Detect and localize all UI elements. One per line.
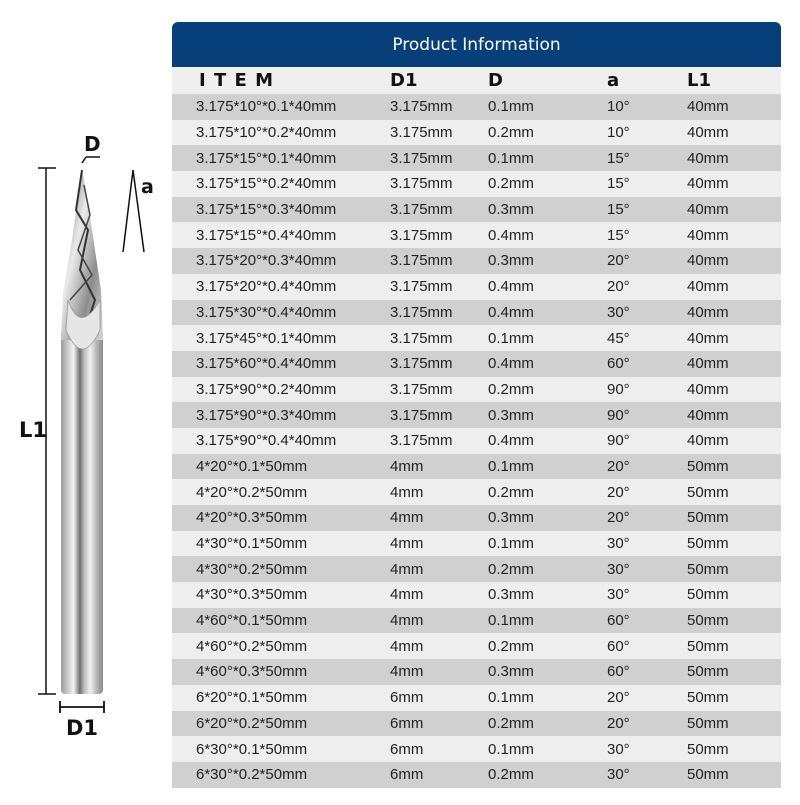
cell-l1: 50mm xyxy=(687,483,729,501)
cell-d: 0.4mm xyxy=(488,303,534,321)
cell-d: 0.2mm xyxy=(488,637,534,655)
table-row xyxy=(172,736,781,762)
cell-d1: 4mm xyxy=(390,509,424,527)
table-row xyxy=(172,377,781,403)
table-row xyxy=(172,479,781,505)
cell-angle: 30° xyxy=(607,303,630,321)
product-info-table xyxy=(172,22,781,788)
table-row xyxy=(172,120,781,146)
cell-angle: 30° xyxy=(607,560,630,578)
cell-d1: 6mm xyxy=(390,740,424,758)
cell-angle: 10° xyxy=(607,124,630,142)
cell-d1: 3.175mm xyxy=(390,226,453,244)
cell-d1: 3.175mm xyxy=(390,329,453,347)
cell-angle: 30° xyxy=(607,740,630,758)
cell-item: 4*30°*0.3*50mm xyxy=(196,586,308,604)
cell-l1: 50mm xyxy=(687,586,729,604)
cell-angle: 60° xyxy=(607,612,630,630)
cell-l1: 40mm xyxy=(687,406,729,424)
table-row xyxy=(172,608,781,634)
cell-d: 0.2mm xyxy=(488,124,534,142)
cell-d1: 3.175mm xyxy=(390,124,453,142)
cell-d1: 3.175mm xyxy=(390,175,453,193)
cell-d: 0.3mm xyxy=(488,663,534,681)
cell-item: 3.175*20°*0.4*40mm xyxy=(196,278,337,296)
table-row xyxy=(172,556,781,582)
cell-angle: 30° xyxy=(607,766,630,784)
table-row xyxy=(172,171,781,197)
cell-l1: 40mm xyxy=(687,329,729,347)
cell-item: 4*60°*0.2*50mm xyxy=(196,637,308,655)
cell-angle: 90° xyxy=(607,406,630,424)
cell-d1: 4mm xyxy=(390,483,424,501)
cell-d1: 4mm xyxy=(390,535,424,553)
cell-d1: 3.175mm xyxy=(390,406,453,424)
table-row xyxy=(172,274,781,300)
cell-d: 0.1mm xyxy=(488,612,534,630)
cell-d: 0.1mm xyxy=(488,98,534,116)
cell-d: 0.2mm xyxy=(488,175,534,193)
cell-item: 3.175*30°*0.4*40mm xyxy=(196,303,337,321)
table-row xyxy=(172,531,781,557)
engraving-bit-illustration xyxy=(0,0,170,800)
cell-item: 4*30°*0.2*50mm xyxy=(196,560,308,578)
cell-d: 0.4mm xyxy=(488,432,534,450)
cell-l1: 40mm xyxy=(687,355,729,373)
table-row xyxy=(172,325,781,351)
cell-d1: 6mm xyxy=(390,766,424,784)
cell-l1: 40mm xyxy=(687,380,729,398)
table-title: Product Information xyxy=(172,22,781,67)
cell-item: 3.175*10°*0.1*40mm xyxy=(196,98,337,116)
cell-angle: 15° xyxy=(607,226,630,244)
cell-d: 0.2mm xyxy=(488,714,534,732)
cell-d: 0.2mm xyxy=(488,483,534,501)
cell-item: 4*20°*0.2*50mm xyxy=(196,483,308,501)
table-row xyxy=(172,633,781,659)
cell-d: 0.1mm xyxy=(488,535,534,553)
cell-angle: 20° xyxy=(607,278,630,296)
cell-angle: 90° xyxy=(607,380,630,398)
table-header-row xyxy=(172,67,781,94)
column-header-a: a xyxy=(607,70,620,91)
cell-d: 0.2mm xyxy=(488,766,534,784)
cell-d1: 3.175mm xyxy=(390,355,453,373)
cell-d1: 3.175mm xyxy=(390,278,453,296)
cell-l1: 50mm xyxy=(687,560,729,578)
cell-d1: 6mm xyxy=(390,714,424,732)
cell-item: 3.175*10°*0.2*40mm xyxy=(196,124,337,142)
cell-d: 0.1mm xyxy=(488,740,534,758)
table-row xyxy=(172,505,781,531)
cell-item: 6*20°*0.2*50mm xyxy=(196,714,308,732)
cell-l1: 40mm xyxy=(687,201,729,219)
cell-l1: 40mm xyxy=(687,226,729,244)
cell-item: 4*20°*0.3*50mm xyxy=(196,509,308,527)
cell-d1: 3.175mm xyxy=(390,201,453,219)
cell-item: 4*60°*0.3*50mm xyxy=(196,663,308,681)
cell-d1: 3.175mm xyxy=(390,303,453,321)
cell-angle: 20° xyxy=(607,483,630,501)
cell-angle: 20° xyxy=(607,457,630,475)
tool-diagram xyxy=(0,0,170,800)
cell-angle: 20° xyxy=(607,714,630,732)
cell-l1: 50mm xyxy=(687,663,729,681)
table-row xyxy=(172,711,781,737)
cell-d1: 4mm xyxy=(390,663,424,681)
cell-l1: 40mm xyxy=(687,252,729,270)
column-header-l1: L1 xyxy=(687,70,711,91)
cell-l1: 50mm xyxy=(687,535,729,553)
cell-item: 3.175*15°*0.4*40mm xyxy=(196,226,337,244)
cell-d1: 3.175mm xyxy=(390,380,453,398)
table-row xyxy=(172,454,781,480)
cell-angle: 15° xyxy=(607,149,630,167)
cell-l1: 40mm xyxy=(687,98,729,116)
cell-l1: 40mm xyxy=(687,432,729,450)
cell-d: 0.2mm xyxy=(488,560,534,578)
cell-item: 4*60°*0.1*50mm xyxy=(196,612,308,630)
cell-d1: 3.175mm xyxy=(390,252,453,270)
cell-d1: 4mm xyxy=(390,637,424,655)
cell-item: 3.175*20°*0.3*40mm xyxy=(196,252,337,270)
cell-l1: 40mm xyxy=(687,124,729,142)
table-row xyxy=(172,248,781,274)
table-row xyxy=(172,222,781,248)
cell-item: 4*30°*0.1*50mm xyxy=(196,535,308,553)
cell-item: 4*20°*0.1*50mm xyxy=(196,457,308,475)
cell-d: 0.1mm xyxy=(488,329,534,347)
table-row xyxy=(172,197,781,223)
cell-item: 6*30°*0.2*50mm xyxy=(196,766,308,784)
cell-d: 0.2mm xyxy=(488,380,534,398)
table-body xyxy=(172,94,781,788)
column-header-item: I T E M xyxy=(199,70,274,91)
cell-item: 3.175*45°*0.1*40mm xyxy=(196,329,337,347)
table-row xyxy=(172,402,781,428)
cell-l1: 50mm xyxy=(687,457,729,475)
cell-d1: 4mm xyxy=(390,586,424,604)
table-row xyxy=(172,659,781,685)
table-row xyxy=(172,94,781,120)
cell-angle: 30° xyxy=(607,535,630,553)
cell-angle: 60° xyxy=(607,637,630,655)
cell-l1: 50mm xyxy=(687,714,729,732)
cell-item: 3.175*15°*0.2*40mm xyxy=(196,175,337,193)
table-row xyxy=(172,582,781,608)
cell-item: 3.175*60°*0.4*40mm xyxy=(196,355,337,373)
cell-l1: 40mm xyxy=(687,149,729,167)
cell-d: 0.4mm xyxy=(488,226,534,244)
cell-angle: 15° xyxy=(607,175,630,193)
cell-angle: 10° xyxy=(607,98,630,116)
cell-angle: 20° xyxy=(607,509,630,527)
cell-l1: 40mm xyxy=(687,278,729,296)
cell-d1: 4mm xyxy=(390,457,424,475)
cell-l1: 40mm xyxy=(687,303,729,321)
cell-d: 0.3mm xyxy=(488,509,534,527)
cell-d1: 3.175mm xyxy=(390,149,453,167)
cell-angle: 30° xyxy=(607,586,630,604)
cell-d1: 4mm xyxy=(390,612,424,630)
cell-angle: 15° xyxy=(607,201,630,219)
cell-angle: 60° xyxy=(607,355,630,373)
cell-d: 0.1mm xyxy=(488,689,534,707)
cell-l1: 50mm xyxy=(687,740,729,758)
cell-item: 3.175*90°*0.2*40mm xyxy=(196,380,337,398)
cell-d: 0.4mm xyxy=(488,355,534,373)
cell-d: 0.1mm xyxy=(488,457,534,475)
cell-item: 6*30°*0.1*50mm xyxy=(196,740,308,758)
cell-l1: 50mm xyxy=(687,509,729,527)
cell-item: 3.175*90°*0.3*40mm xyxy=(196,406,337,424)
column-header-d1: D1 xyxy=(390,70,418,91)
cell-angle: 20° xyxy=(607,689,630,707)
cell-angle: 45° xyxy=(607,329,630,347)
cell-angle: 60° xyxy=(607,663,630,681)
cell-item: 3.175*90°*0.4*40mm xyxy=(196,432,337,450)
table-row xyxy=(172,685,781,711)
cell-d: 0.3mm xyxy=(488,201,534,219)
label-d1: D1 xyxy=(66,716,99,740)
cell-l1: 50mm xyxy=(687,766,729,784)
cell-l1: 50mm xyxy=(687,637,729,655)
column-header-d: D xyxy=(488,70,503,91)
table-row xyxy=(172,300,781,326)
cell-l1: 50mm xyxy=(687,612,729,630)
cell-d: 0.1mm xyxy=(488,149,534,167)
label-l1: L1 xyxy=(19,418,47,442)
cell-l1: 50mm xyxy=(687,689,729,707)
cell-d1: 6mm xyxy=(390,689,424,707)
cell-angle: 20° xyxy=(607,252,630,270)
cell-d: 0.3mm xyxy=(488,406,534,424)
cell-d: 0.3mm xyxy=(488,586,534,604)
label-a: a xyxy=(141,176,154,198)
cell-d: 0.4mm xyxy=(488,278,534,296)
cell-d1: 3.175mm xyxy=(390,432,453,450)
table-row xyxy=(172,351,781,377)
table-row xyxy=(172,762,781,788)
cell-d1: 4mm xyxy=(390,560,424,578)
cell-l1: 40mm xyxy=(687,175,729,193)
cell-item: 6*20°*0.1*50mm xyxy=(196,689,308,707)
table-row xyxy=(172,145,781,171)
cell-item: 3.175*15°*0.3*40mm xyxy=(196,201,337,219)
table-row xyxy=(172,428,781,454)
label-d: D xyxy=(84,132,101,156)
cell-d: 0.3mm xyxy=(488,252,534,270)
cell-item: 3.175*15°*0.1*40mm xyxy=(196,149,337,167)
cell-d1: 3.175mm xyxy=(390,98,453,116)
cell-angle: 90° xyxy=(607,432,630,450)
